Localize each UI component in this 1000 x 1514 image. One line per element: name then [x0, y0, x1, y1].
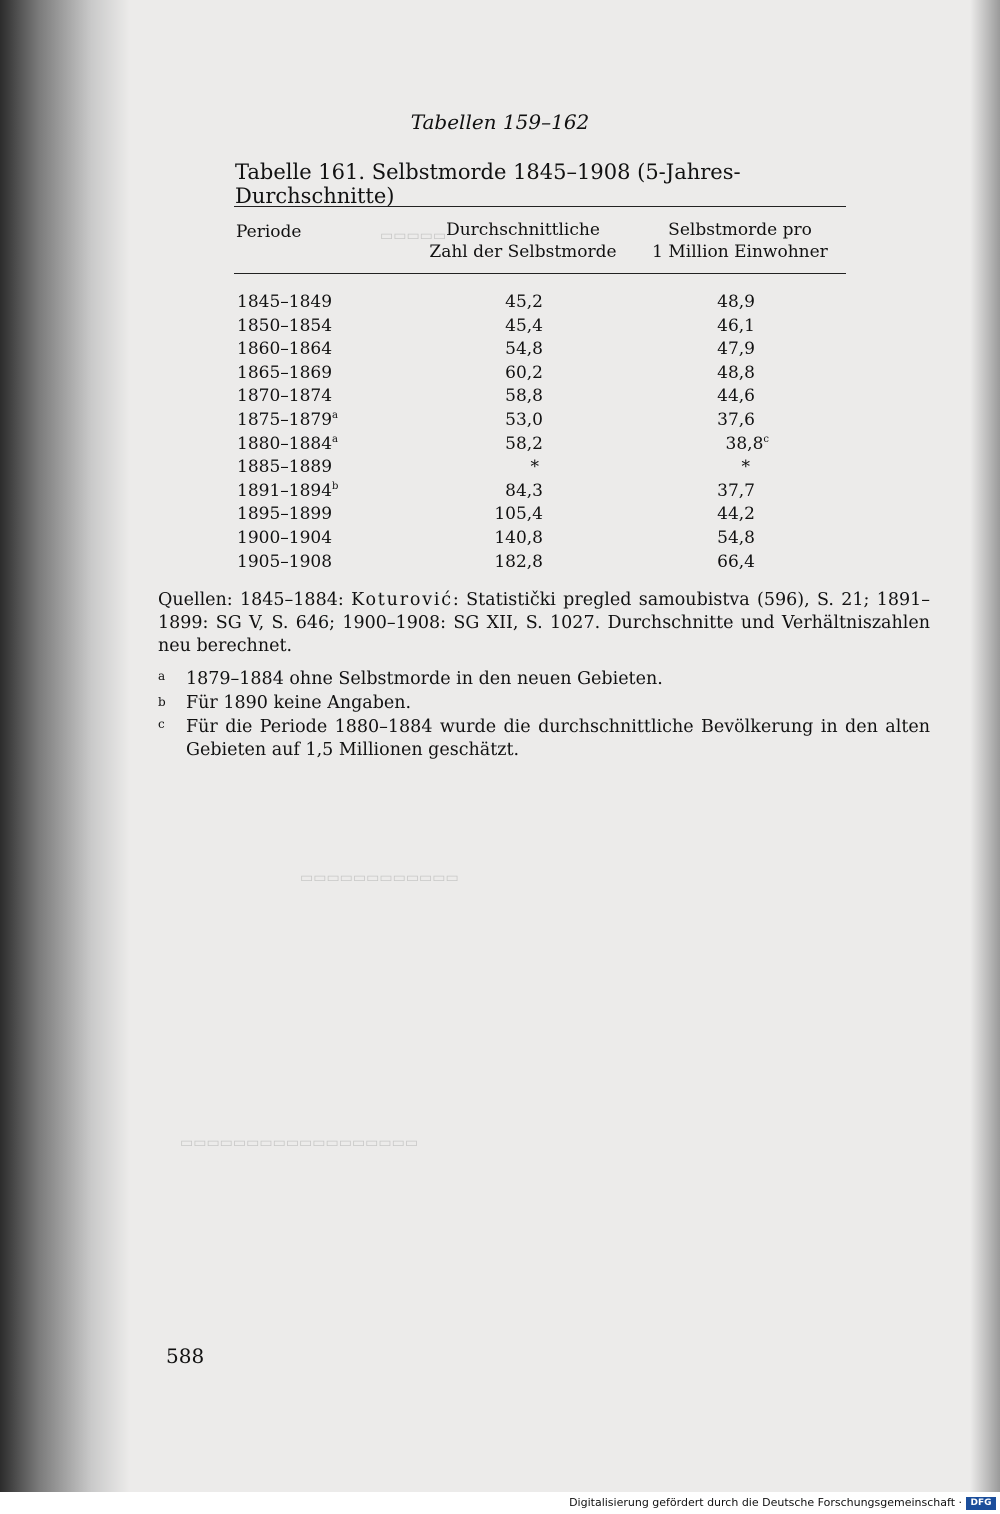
cell-rate-text: 54,8	[717, 528, 755, 548]
table-row	[237, 552, 837, 575]
cell-rate-text: 44,6	[717, 386, 755, 407]
cell-period-text: 1850–1854	[237, 315, 333, 336]
cell-rate	[717, 363, 755, 383]
cell-period-text: 1895–1899	[237, 504, 333, 525]
cell-period-text: 1870–1874	[237, 386, 333, 407]
footnote-ref: c	[763, 433, 769, 445]
footer-credit: Digitalisierung gefördert durch die Deutsche Forschungsgemeinschaft ·	[569, 1496, 962, 1509]
cell-average: 182,8	[494, 551, 543, 572]
cell-average: 58,2	[505, 433, 543, 454]
cell-rate-text: 47,9	[717, 339, 755, 360]
table-row	[237, 292, 837, 315]
cell-period	[237, 363, 332, 383]
table-row	[237, 504, 837, 527]
cell-rate	[717, 481, 755, 501]
footnote-c	[158, 716, 930, 762]
column-header-average-line1: Durchschnittliche	[446, 220, 600, 240]
cell-period-text: 1900–1904	[237, 528, 333, 548]
cell-period-text: 1891–1894	[237, 480, 333, 501]
footnote-text: Für die Periode 1880–1884 wurde die durchschnittliche Bevölkerung in den alten Gebieten auf 1,5 Millionen geschätzt.	[186, 717, 930, 760]
footnote-text: 1879–1884 ohne Selbstmorde in den neuen Gebieten.	[186, 669, 663, 689]
cell-period-text: 1905–1908	[237, 551, 333, 572]
column-header-period: Periode	[236, 222, 302, 242]
cell-period	[237, 434, 338, 454]
cell-period	[237, 528, 332, 548]
book-gutter-shadow	[0, 0, 130, 1492]
cell-rate	[726, 434, 769, 454]
cell-period	[237, 504, 332, 524]
table-sources	[158, 589, 930, 658]
cell-rate-text: 37,7	[717, 480, 755, 501]
cell-period	[237, 410, 338, 430]
footnote-mark: a	[158, 669, 166, 683]
cell-rate	[717, 316, 755, 336]
dfg-logo-icon: DFG	[966, 1497, 996, 1510]
cell-rate	[717, 528, 755, 548]
sources-label: Quellen: 1845–1884:	[158, 590, 352, 610]
cell-period	[237, 481, 338, 501]
cell-rate-text: 66,4	[717, 551, 755, 572]
bleed-through-mark: ▭▭▭▭▭	[380, 228, 447, 244]
footnote-mark: b	[158, 695, 166, 709]
cell-period-text: 1885–1889	[237, 457, 333, 478]
table-row	[237, 316, 837, 339]
cell-rate	[717, 552, 755, 572]
running-head: Tabellen 159–162	[410, 110, 590, 134]
cell-rate-text: 37,6	[717, 410, 755, 430]
footnote-ref: b	[332, 480, 339, 492]
cell-average: 105,4	[494, 504, 543, 525]
cell-period	[237, 552, 332, 572]
cell-period	[237, 386, 332, 406]
cell-average: 53,0	[505, 410, 543, 430]
cell-period-text: 1880–1884	[237, 433, 333, 454]
cell-average: 45,4	[505, 315, 543, 336]
cell-rate	[742, 457, 751, 477]
cell-rate	[717, 504, 755, 524]
cell-period-text: 1845–1849	[237, 292, 333, 312]
table-row	[237, 528, 837, 551]
cell-period	[237, 339, 332, 359]
column-header-rate-line2: 1 Million Einwohner	[652, 242, 828, 262]
table-row	[237, 410, 837, 433]
footnote-ref: a	[332, 410, 338, 421]
cell-rate	[717, 410, 755, 430]
cell-rate-text: 46,1	[717, 315, 755, 336]
cell-average: 84,3	[505, 480, 543, 501]
table-title: Tabelle 161. Selbstmorde 1845–1908 (5-Jahres-Durchschnitte)	[235, 160, 741, 208]
column-header-rate	[640, 219, 840, 263]
cell-rate-text: 48,9	[717, 292, 755, 312]
column-header-average-line2: Zahl der Selbstmorde	[429, 242, 617, 262]
cell-average: 45,2	[505, 292, 543, 312]
footnote-a	[158, 668, 930, 691]
cell-rate-text: 38,8	[725, 433, 764, 454]
cell-rate	[717, 339, 755, 359]
cell-rate-text: 44,2	[717, 504, 755, 525]
cell-average: 140,8	[494, 528, 543, 548]
cell-rate-text: 48,8	[717, 362, 755, 383]
table-row	[237, 481, 837, 504]
sources-author: Koturović	[351, 590, 453, 610]
cell-rate	[717, 386, 755, 406]
cell-average: 60,2	[505, 362, 543, 383]
cell-rate-text: *	[741, 457, 750, 478]
table-top-rule	[234, 206, 846, 207]
cell-period-text: 1865–1869	[237, 362, 333, 383]
table-header-rule	[234, 273, 846, 274]
cell-average: 54,8	[505, 339, 543, 360]
column-header-rate-line1: Selbstmorde pro	[668, 220, 812, 240]
footnote-b	[158, 692, 930, 715]
table-row	[237, 434, 837, 457]
table-row	[237, 339, 837, 362]
cell-period	[237, 292, 332, 312]
cell-period	[237, 457, 332, 477]
table-row	[237, 457, 837, 480]
page-edge-shadow	[970, 0, 1000, 1492]
footer-bar	[0, 1496, 1000, 1514]
bleed-through-mark: ▭▭▭▭▭▭▭▭▭▭▭▭	[300, 870, 459, 886]
cell-period-text: 1875–1879	[237, 410, 333, 430]
cell-average: 58,8	[505, 386, 543, 407]
footnote-ref: a	[332, 433, 338, 445]
table-row	[237, 363, 837, 386]
footnote-text: Für 1890 keine Angaben.	[186, 693, 412, 713]
footnote-mark: c	[158, 717, 165, 731]
column-header-average	[428, 219, 618, 263]
sources-text: : Statistički pregled samoubistva (596), S. 21; 1891–1899: SG V, S. 646; 1900–1908: SG XII, S. 1027. Durchschnitte und Verhältniszahlen neu berechnet.	[158, 590, 930, 656]
cell-period-text: 1860–1864	[237, 339, 333, 360]
cell-period	[237, 316, 332, 336]
page-number: 588	[166, 1344, 205, 1368]
cell-rate	[717, 292, 755, 312]
bleed-through-mark: ▭▭▭▭▭▭▭▭▭▭▭▭▭▭▭▭▭▭	[180, 1135, 419, 1151]
cell-average: *	[530, 457, 539, 478]
table-row	[237, 386, 837, 409]
